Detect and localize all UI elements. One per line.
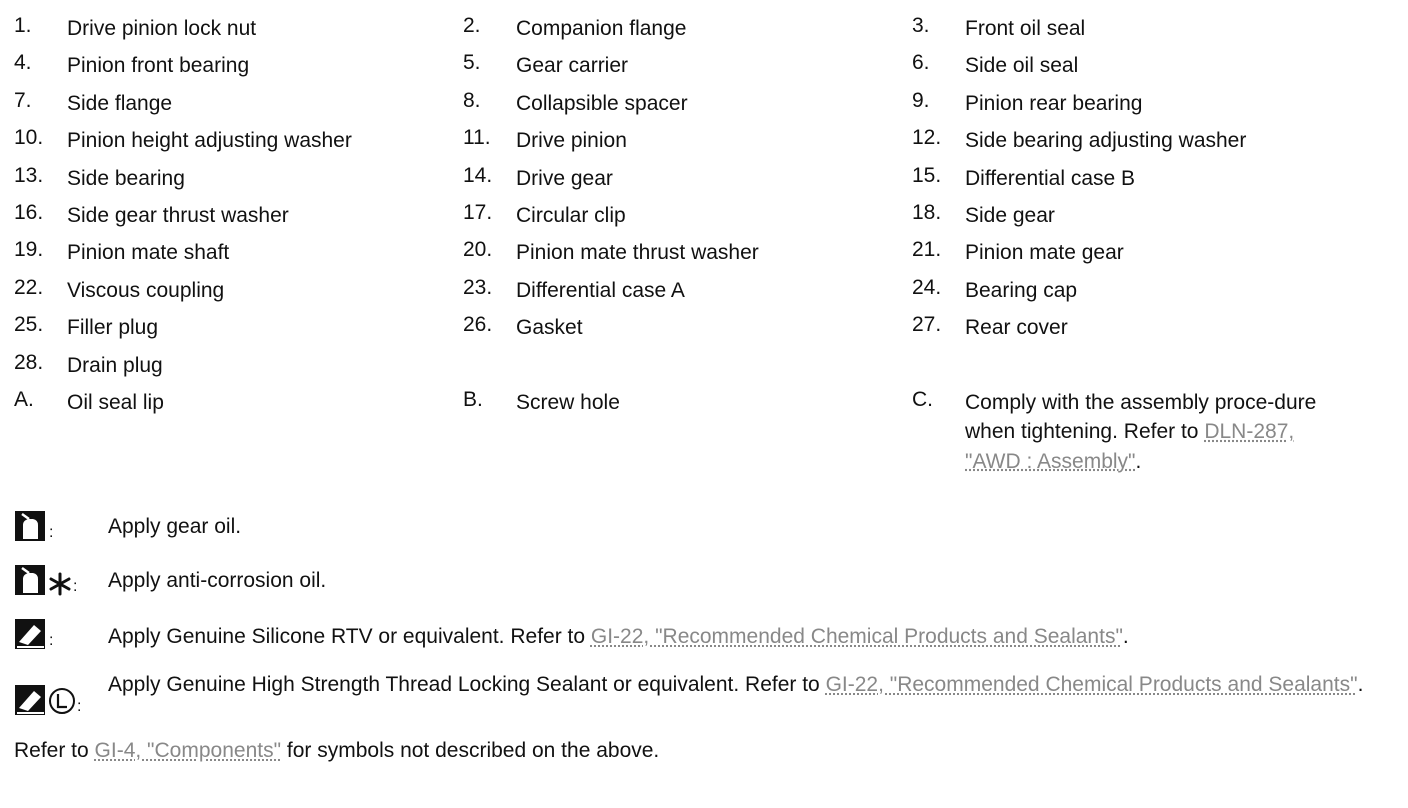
part-label: Pinion mate shaft bbox=[67, 241, 230, 265]
part-number: 13. bbox=[14, 163, 44, 187]
part-label: Drive pinion bbox=[516, 129, 627, 153]
part-item bbox=[463, 238, 912, 267]
part-item bbox=[463, 276, 912, 305]
part-label: Pinion mate thrust washer bbox=[516, 241, 759, 265]
part-item bbox=[463, 164, 912, 193]
part-item bbox=[14, 201, 463, 230]
parts-row bbox=[14, 164, 1394, 201]
part-number: 15. bbox=[912, 163, 942, 187]
part-number: 22. bbox=[14, 275, 44, 299]
gear-oil-symbol: : bbox=[14, 510, 53, 542]
part-number: 18. bbox=[912, 200, 942, 224]
part-number: 4. bbox=[14, 51, 32, 75]
part-item bbox=[14, 351, 463, 380]
part-label: Collapsible spacer bbox=[516, 91, 688, 115]
part-label: Drive pinion lock nut bbox=[67, 17, 257, 40]
part-number: 2. bbox=[463, 14, 481, 37]
part-item bbox=[912, 313, 1382, 342]
parts-row bbox=[14, 51, 1394, 88]
parts-row bbox=[14, 126, 1394, 163]
part-label: Pinion rear bearing bbox=[965, 91, 1143, 115]
part-label: Drive gear bbox=[516, 166, 613, 190]
part-item bbox=[912, 126, 1382, 155]
part-item bbox=[463, 126, 912, 155]
anti-corrosion-symbol: : bbox=[14, 564, 77, 596]
part-number: 7. bbox=[14, 88, 32, 112]
sealant-tube-icon bbox=[14, 684, 48, 716]
part-item bbox=[912, 164, 1382, 193]
part-number: 21. bbox=[912, 238, 942, 262]
part-item bbox=[463, 89, 912, 118]
part-number: 24. bbox=[912, 275, 942, 299]
sealant-tube-icon bbox=[14, 618, 48, 650]
parts-row bbox=[14, 14, 1394, 51]
part-number: 20. bbox=[463, 238, 493, 262]
part-number: 9. bbox=[912, 88, 930, 112]
parts-row bbox=[14, 89, 1394, 126]
parts-list bbox=[14, 14, 1394, 473]
assembly-reference-link[interactable]: DLN-287, "AWD : Assembly" bbox=[965, 420, 1295, 473]
part-label: Pinion mate gear bbox=[965, 241, 1124, 265]
part-number: 10. bbox=[14, 126, 44, 150]
part-number: 26. bbox=[463, 313, 493, 337]
legend-gear-oil: Apply gear oil. bbox=[108, 515, 242, 538]
part-item bbox=[912, 14, 1382, 43]
part-number: 25. bbox=[14, 313, 44, 337]
part-item bbox=[463, 313, 912, 342]
parts-row bbox=[14, 238, 1394, 275]
thread-lock-reference-link[interactable]: GI-22, "Recommended Chemical Products and Sealants" bbox=[825, 673, 1358, 696]
part-item bbox=[14, 89, 463, 118]
legend-anti-corrosion: Apply anti-corrosion oil. bbox=[108, 569, 327, 592]
silicone-symbol: : bbox=[14, 618, 53, 650]
parts-row bbox=[14, 201, 1394, 238]
legend-thread-lock: Apply Genuine High Strength Thread Locking Sealant or equivalent. Refer to GI-22, "Recommended Chemical Products and Sealants". bbox=[108, 673, 1364, 696]
notes-row bbox=[14, 387, 1394, 473]
part-number: 14. bbox=[463, 163, 493, 187]
part-item bbox=[14, 276, 463, 305]
note-a: A. Oil seal lip bbox=[14, 387, 164, 414]
part-item bbox=[14, 238, 463, 267]
part-label: Gear carrier bbox=[516, 54, 629, 78]
part-label: Viscous coupling bbox=[67, 278, 225, 302]
part-item bbox=[14, 126, 463, 155]
legend-footer: Refer to GI-4, "Components" for symbols not described on the above. bbox=[14, 739, 660, 762]
legend-silicone: Apply Genuine Silicone RTV or equivalent. Refer to GI-22, "Recommended Chemical Products and Sealants". bbox=[108, 625, 1129, 648]
part-label: Differential case A bbox=[516, 278, 685, 302]
part-label: Side gear thrust washer bbox=[67, 203, 289, 227]
part-item bbox=[912, 238, 1382, 267]
part-item bbox=[912, 51, 1382, 80]
part-item bbox=[14, 51, 463, 80]
part-item bbox=[912, 201, 1382, 230]
part-number: 16. bbox=[14, 200, 44, 224]
part-label: Circular clip bbox=[516, 203, 626, 227]
asterisk-icon bbox=[48, 572, 72, 596]
part-number: 28. bbox=[14, 350, 44, 374]
part-item bbox=[14, 164, 463, 193]
silicone-reference-link[interactable]: GI-22, "Recommended Chemical Products and Sealants" bbox=[590, 625, 1123, 648]
note-c: C. Comply with the assembly proce-dure when tightening. Refer to DLN-287, "AWD : Assembly". bbox=[912, 387, 1317, 473]
part-item bbox=[463, 51, 912, 80]
part-item bbox=[463, 201, 912, 230]
part-item bbox=[463, 14, 912, 43]
part-number: 17. bbox=[463, 200, 493, 224]
part-label: Rear cover bbox=[965, 316, 1068, 340]
part-label: Front oil seal bbox=[965, 17, 1086, 40]
part-label: Differential case B bbox=[965, 166, 1136, 190]
part-item bbox=[14, 313, 463, 342]
part-label: Side gear bbox=[965, 203, 1055, 227]
part-label: Drain plug bbox=[67, 353, 163, 377]
part-number: 11. bbox=[463, 126, 491, 150]
part-number: 5. bbox=[463, 51, 481, 75]
parts-row bbox=[14, 351, 1394, 388]
part-number: 1. bbox=[14, 14, 32, 37]
circled-L-icon bbox=[48, 686, 76, 716]
part-number: 8. bbox=[463, 88, 481, 112]
part-label: Side flange bbox=[67, 91, 173, 115]
components-reference-link[interactable]: GI-4, "Components" bbox=[94, 739, 282, 762]
part-number: 19. bbox=[14, 238, 44, 262]
part-label: Filler plug bbox=[67, 316, 159, 340]
part-label: Side bearing adjusting washer bbox=[965, 129, 1247, 153]
parts-row bbox=[14, 276, 1394, 313]
part-label: Side oil seal bbox=[965, 54, 1079, 78]
note-b: B. Screw hole bbox=[463, 387, 620, 414]
part-label: Pinion front bearing bbox=[67, 54, 250, 78]
part-number: 27. bbox=[912, 313, 942, 337]
part-label: Bearing cap bbox=[965, 278, 1078, 302]
oil-can-icon bbox=[14, 564, 48, 596]
part-number: 3. bbox=[912, 14, 930, 37]
part-number: 23. bbox=[463, 275, 493, 299]
part-number: 12. bbox=[912, 126, 942, 150]
part-label: Companion flange bbox=[516, 17, 687, 40]
part-item bbox=[912, 276, 1382, 305]
parts-row bbox=[14, 313, 1394, 350]
oil-can-icon bbox=[14, 510, 48, 542]
part-item bbox=[14, 14, 463, 43]
part-label: Pinion height adjusting washer bbox=[67, 129, 352, 153]
part-label: Side bearing bbox=[67, 166, 185, 190]
part-item bbox=[912, 89, 1382, 118]
thread-lock-symbol: : bbox=[14, 684, 81, 716]
part-number: 6. bbox=[912, 51, 930, 75]
part-label: Gasket bbox=[516, 316, 583, 340]
